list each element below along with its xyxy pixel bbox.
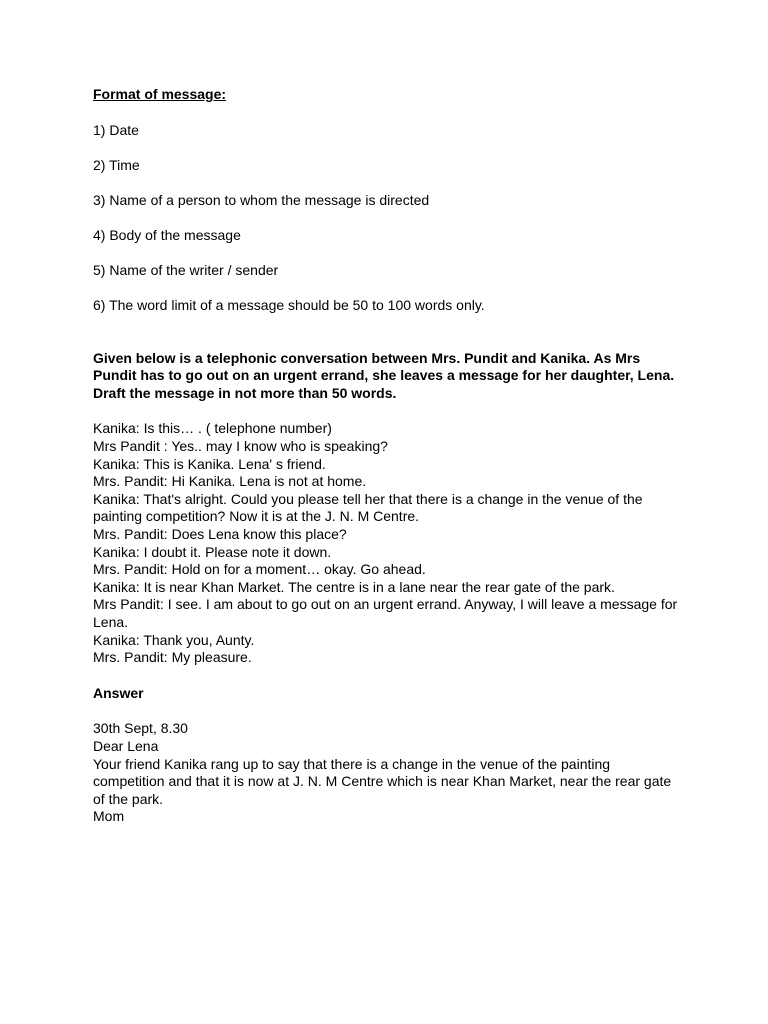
dialogue-line: Kanika: I doubt it. Please note it down.	[93, 543, 332, 560]
dialogue-line: Kanika: This is Kanika. Lena' s friend.	[93, 455, 326, 472]
question-prompt: Given below is a telephonic conversation between Mrs. Pundit and Kanika. As Mrs Pundit has to go out on an urgent errand, she leaves a message for her daughter, Lena. Draft the message in not more than 50 words.	[93, 349, 675, 401]
dialogue-line: Mrs. Pandit: Hold on for a moment… okay. Go ahead.	[93, 561, 426, 578]
format-item: 2) Time	[93, 156, 140, 173]
dialogue-line: Kanika: It is near Khan Market. The centre is in a lane near the rear gate of the park.	[93, 578, 615, 595]
answer-body: Your friend Kanika rang up to say that there is a change in the venue of the painting competition and that it is now at J. N. M Centre which is near Khan Market, near the rear gate of the park.	[93, 755, 672, 807]
answer-heading: Answer	[93, 684, 144, 701]
format-item: 6) The word limit of a message should be 50 to 100 words only.	[93, 297, 485, 314]
format-item: 5) Name of the writer / sender	[93, 261, 279, 278]
format-item: 4) Body of the message	[93, 226, 241, 243]
format-item: 1) Date	[93, 121, 139, 138]
dialogue-line: Kanika: Thank you, Aunty.	[93, 631, 255, 648]
answer-salutation: Dear Lena	[93, 737, 159, 754]
format-heading: Format of message:	[93, 86, 227, 102]
dialogue-line: Kanika: Is this… . ( telephone number)	[93, 420, 332, 437]
format-list	[93, 122, 683, 315]
dialogue-line: Kanika: That's alright. Could you please tell her that there is a change in the venue of the painting competition? Now it is at the J. N. M Centre.	[93, 490, 643, 525]
document-page	[93, 86, 683, 826]
dialogue-line: Mrs. Pandit: My pleasure.	[93, 649, 252, 666]
dialogue-line: Mrs Pandit : Yes.. may I know who is speaking?	[93, 438, 388, 455]
dialogue-list	[93, 420, 683, 666]
dialogue-line: Mrs. Pandit: Does Lena know this place?	[93, 526, 347, 542]
dialogue-line: Mrs. Pandit: Hi Kanika. Lena is not at home.	[93, 473, 367, 490]
answer-date-time: 30th Sept, 8.30	[93, 720, 188, 737]
dialogue-line: Mrs Pandit: I see. I am about to go out on an urgent errand. Anyway, I will leave a message for Lena.	[93, 596, 678, 630]
answer-sender: Mom	[93, 808, 125, 825]
format-item: 3) Name of a person to whom the message is directed	[93, 191, 430, 208]
answer-message	[93, 720, 683, 826]
